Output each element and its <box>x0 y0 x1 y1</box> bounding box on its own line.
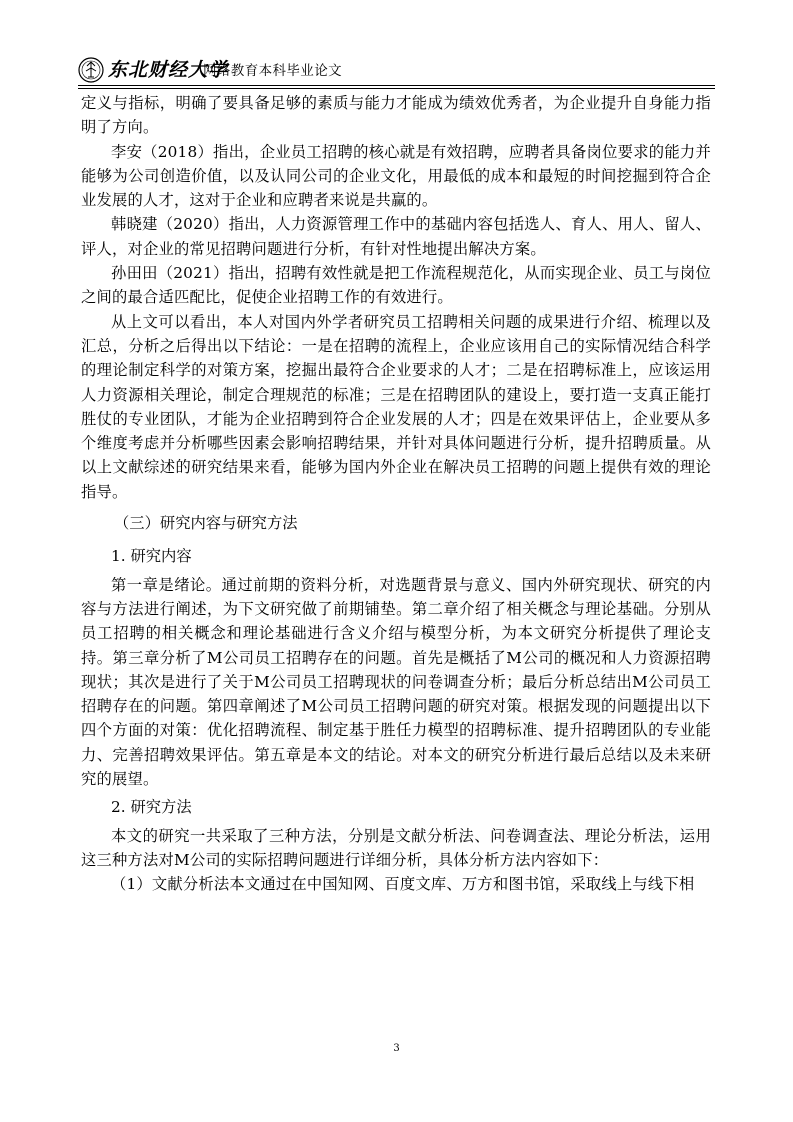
subsection-heading: 2. 研究方法 <box>111 798 192 817</box>
body-paragraph: 从上文可以看出，本人对国内外学者研究员工招聘相关问题的成果进行介绍、梳理以及汇总，分析之后得出以下结论：一是在招聘的流程上，企业应该用自己的实际情况结合科学的理论制定科学的对策方案，挖掘出最符合企业要求的人才；二是在招聘标准上，应该运用人力资源相关理论，制定合理规范的标准；三是在招聘团队的建设上，要打造一支真正能打胜仗的专业团队，才能为企业招聘到符合企业发展的人才；四是在效果评估上，企业要从多个维度考虑并分析哪些因素会影响招聘结果，并针对具体问题进行分析，提升招聘质量。从以上文献综述的研究结果来看，能够为国内外企业在解决员工招聘的问题上提供有效的理论指导。 <box>81 312 711 501</box>
body-paragraph: 本文的研究一共采取了三种方法，分别是文献分析法、问卷调查法、理论分析法，运用这三种方法对M公司的实际招聘问题进行详细分析，具体分析方法内容如下： <box>81 826 711 869</box>
body-paragraph: 孙田田（2021）指出，招聘有效性就是把工作流程规范化，从而实现企业、员工与岗位之间的最合适匹配比，促使企业招聘工作的有效进行。 <box>81 264 711 307</box>
university-emblem-icon <box>78 57 104 83</box>
section-heading: （三）研究内容与研究方法 <box>114 514 298 533</box>
university-name-logo: 东北财经大学 <box>108 59 229 81</box>
body-paragraph: 李安（2018）指出，企业员工招聘的核心就是有效招聘，应聘者具备岗位要求的能力并能够为公司创造价值，以及认同公司的企业文化，用最低的成本和最短的时间挖掘到符合企业发展的人才，这对于企业和应聘者来说是共赢的。 <box>81 142 711 210</box>
page-number: 3 <box>393 1043 400 1054</box>
body-paragraph: 第一章是绪论。通过前期的资料分析，对选题背景与意义、国内外研究现状、研究的内容与方法进行阐述，为下文研究做了前期铺垫。第二章介绍了相关概念与理论基础。分别从员工招聘的相关概念和理论基础进行含义介绍与模型分析，为本文研究分析提供了理论支持。第三章分析了M公司员工招聘存在的问题。首先是概括了M公司的概况和人力资源招聘现状；其次是进行了关于M公司员工招聘现状的问卷调查分析；最后分析总结出M公司员工招聘存在的问题。第四章阐述了M公司员工招聘问题的研究对策。根据发现的问题提出以下四个方面的对策：优化招聘流程、制定基于胜任力模型的招聘标准、提升招聘团队的专业能力、完善招聘效果评估。第五章是本文的结论。对本文的研究分析进行最后总结以及未来研究的展望。 <box>81 575 711 789</box>
subsection-heading: 1. 研究内容 <box>111 547 192 566</box>
page-body <box>81 91 711 897</box>
body-paragraph: 韩晓建（2020）指出，人力资源管理工作中的基础内容包括选人、育人、用人、留人、评人，对企业的常见招聘问题进行分析，有针对性地提出解决方案。 <box>81 215 711 258</box>
body-paragraph: 定义与指标，明确了要具备足够的素质与能力才能成为绩效优秀者，为企业提升自身能力指明了方向。 <box>81 94 711 137</box>
body-paragraph: （1）文献分析法本文通过在中国知网、百度文库、万方和图书馆，采取线上与线下相 <box>111 875 695 894</box>
page-header <box>78 56 715 86</box>
thesis-series-title: 网络教育本科毕业论文 <box>203 63 342 79</box>
header-rule-thick <box>78 85 715 86</box>
header-rule-thin <box>78 88 715 89</box>
